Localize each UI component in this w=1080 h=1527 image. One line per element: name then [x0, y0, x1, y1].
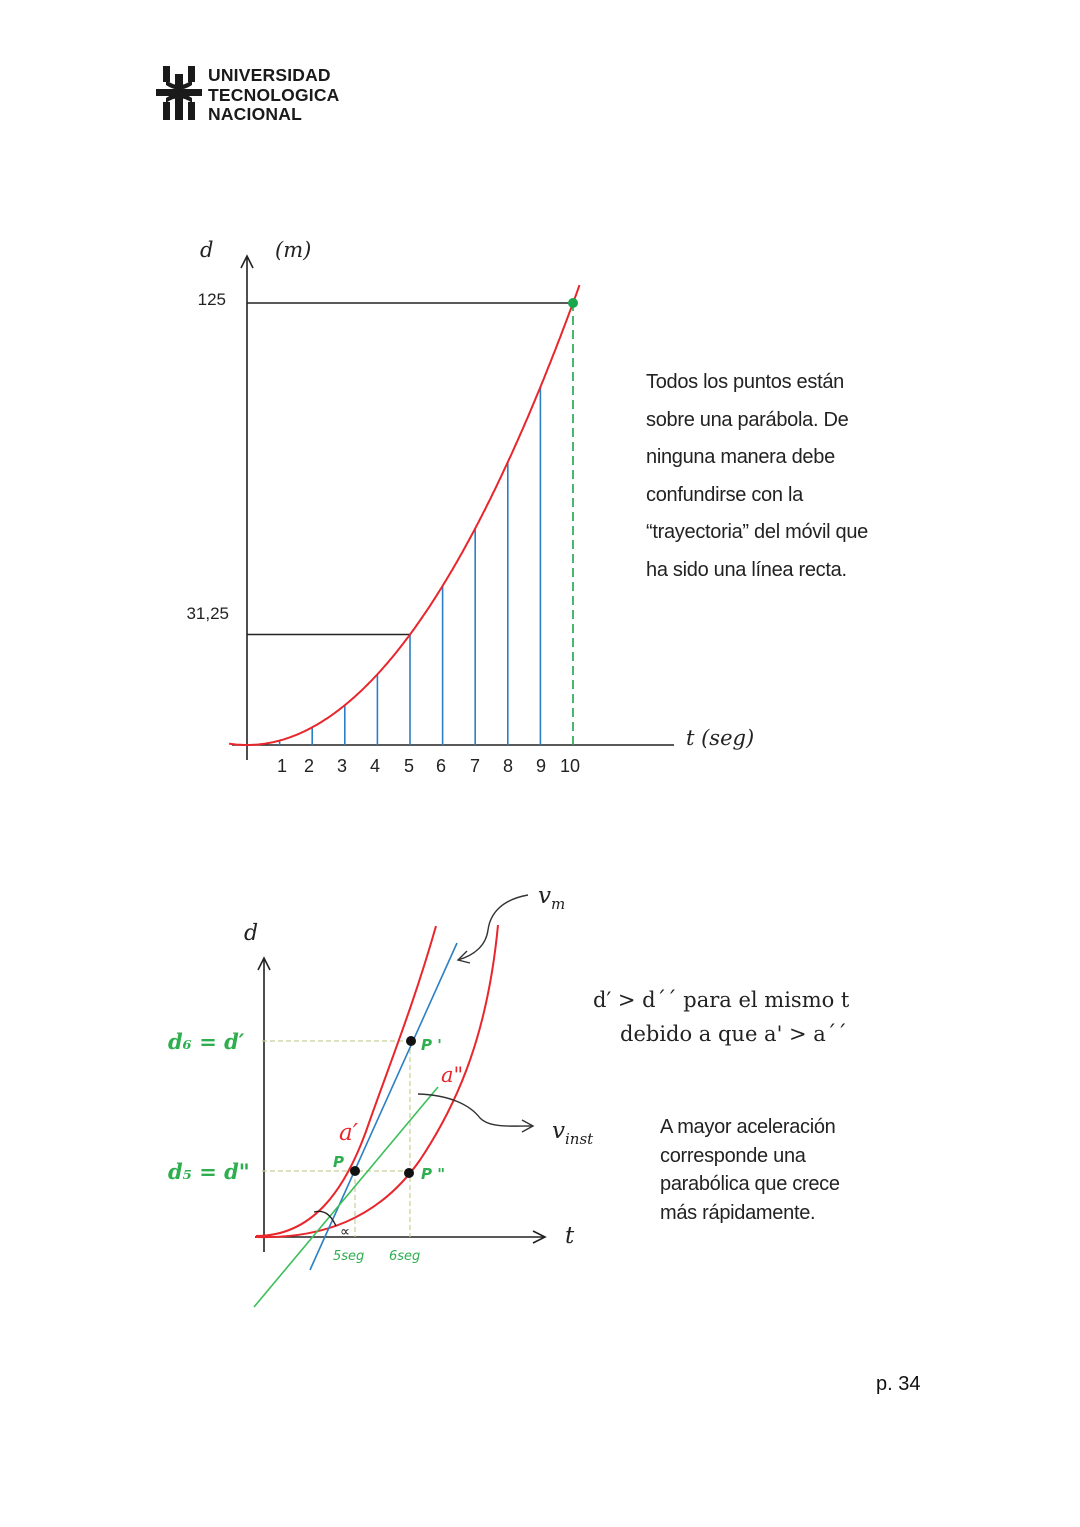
vm-subscript: m	[551, 895, 566, 913]
point-p2-label: P "	[421, 1165, 446, 1183]
x-axis-label: t (seg)	[686, 726, 755, 750]
note-line: confundirse con la	[646, 483, 803, 506]
note-line: ha sido una línea recta.	[646, 558, 847, 581]
note-line: más rápidamente.	[660, 1201, 816, 1224]
x-tick-label: 10	[559, 756, 581, 776]
secant-line	[310, 943, 457, 1270]
note-line: ninguna manera debe	[646, 446, 835, 468]
x-tick-label: 6	[435, 756, 447, 776]
vm-arrow	[458, 895, 528, 960]
note-line: parabólica que crece	[660, 1173, 840, 1195]
note-line: corresponde una	[660, 1144, 806, 1167]
parabola-curve	[229, 285, 579, 745]
x-axis-label: t	[565, 1223, 575, 1249]
x-tick-label: 9	[535, 756, 547, 776]
vinst-symbol: v	[552, 1118, 565, 1144]
y-axis-label: d	[244, 921, 259, 946]
endpoint-dot	[568, 298, 578, 308]
vm-arrowhead	[458, 951, 470, 963]
note-line: A mayor aceleración	[660, 1116, 836, 1138]
x-tick-label: 8	[502, 756, 514, 776]
vinst-arrow	[418, 1094, 532, 1126]
note-line: Todos los puntos están	[646, 371, 844, 393]
parabola-note	[646, 364, 926, 589]
point-p-label: P	[333, 1153, 344, 1171]
vm-symbol: v	[538, 883, 551, 909]
x-tick-label: 1	[276, 756, 288, 776]
logo-line-3: NACIONAL	[208, 104, 302, 124]
point-p1-label: P '	[421, 1036, 442, 1054]
y-unit-label: (m)	[275, 238, 312, 262]
point-p1	[406, 1036, 416, 1046]
logo-line-2: TECNOLOGICA	[208, 84, 340, 105]
x-tick-label: 2	[303, 756, 315, 776]
y-axis-label: d	[200, 238, 214, 262]
relation-line-2: debido a que a' > a´´	[620, 1022, 847, 1046]
acceleration-note	[660, 1113, 920, 1227]
d5-label: d₅ = d"	[168, 1159, 250, 1184]
x-tick-label: 4	[369, 756, 381, 776]
chart-axes	[232, 256, 674, 760]
point-p2	[404, 1168, 414, 1178]
x-tick-label: 7	[469, 756, 481, 776]
alpha-label: ∝	[340, 1224, 351, 1240]
logo-line-1: UNIVERSIDAD	[208, 65, 331, 85]
y-mark-31-25: 31,25	[186, 604, 229, 623]
y-mark-125: 125	[197, 290, 226, 309]
parabola-marks	[229, 285, 580, 776]
page-number: p. 34	[876, 1373, 921, 1395]
note-line: sobre una parábola. De	[646, 408, 849, 431]
note-line: “trayectoria” del móvil que	[646, 521, 868, 543]
x-tick-label: 5	[403, 756, 415, 776]
d6-label: d₆ = d′	[168, 1029, 245, 1054]
vm-label	[538, 883, 565, 913]
vinst-label	[552, 1118, 594, 1148]
curve-a2-label: a"	[441, 1063, 464, 1087]
vinst-subscript: inst	[565, 1130, 594, 1148]
relation-line-1: d′ > d´´ para el mismo t	[593, 988, 850, 1012]
t6-label: 6seg	[389, 1249, 421, 1264]
t5-label: 5seg	[333, 1249, 365, 1264]
point-p	[350, 1166, 360, 1176]
x-tick-label: 3	[336, 756, 348, 776]
curve-a1-label: a′	[339, 1120, 358, 1146]
velocity-diagram	[0, 860, 1080, 1340]
